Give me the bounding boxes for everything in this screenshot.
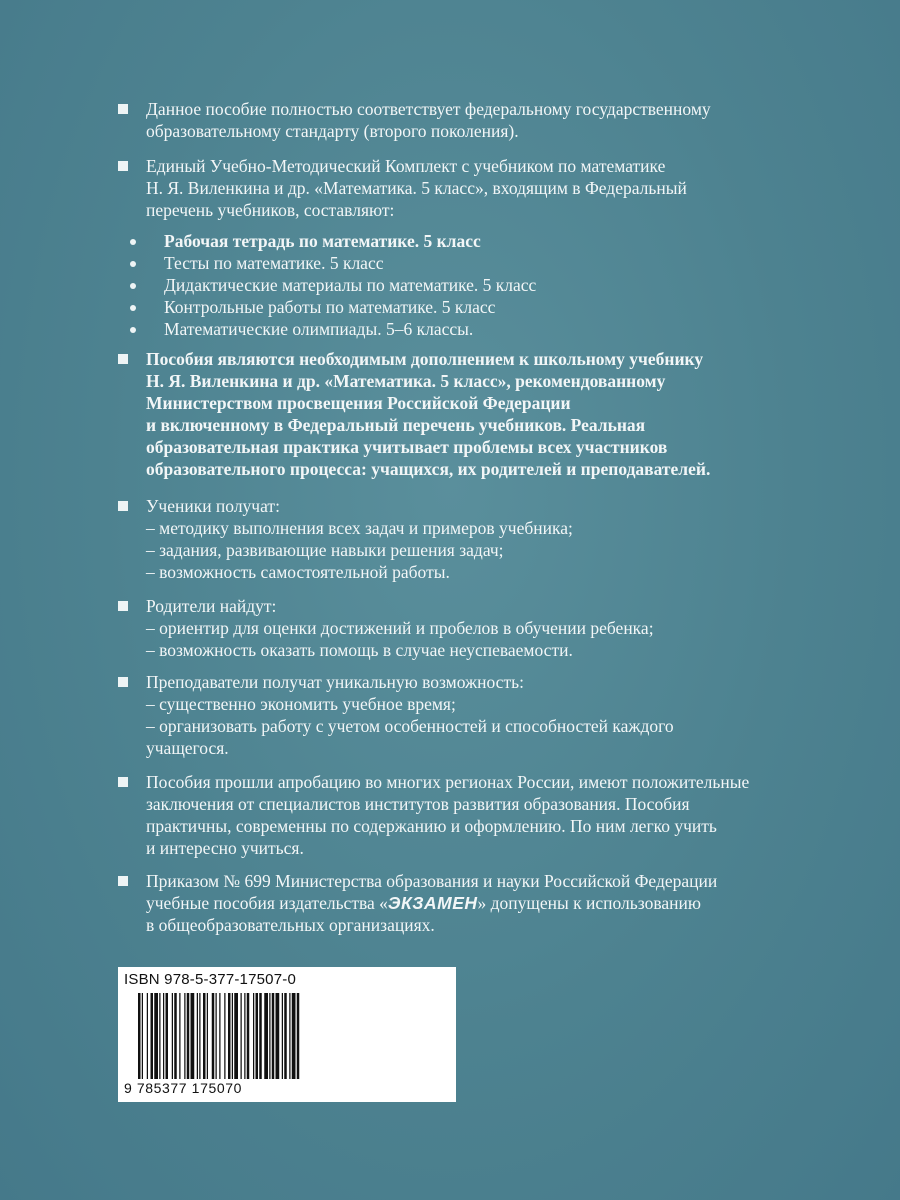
text-line: и включенному в Федеральный перечень учебников. Реальная <box>146 415 646 435</box>
square-bullet-icon <box>118 677 128 687</box>
barcode-stripe <box>259 993 262 1079</box>
text-line: – возможность самостоятельной работы. <box>146 562 450 582</box>
list-item: Дидактические материалы по математике. 5 класс <box>120 274 820 296</box>
barcode-stripe <box>172 993 173 1079</box>
barcode-digits: 9 785377 175070 <box>124 1080 242 1096</box>
barcode-stripe <box>292 993 296 1079</box>
barcode-stripe <box>179 993 180 1079</box>
text-line: Единый Учебно-Методический Комплект с учебником по математике <box>146 156 666 176</box>
text-line: Министерством просвещения Российской Федерации <box>146 393 571 413</box>
barcode-stripe <box>197 993 198 1079</box>
text-line: и интересно учиться. <box>146 838 304 858</box>
barcode-stripe <box>289 993 290 1079</box>
barcode-stripe <box>159 993 160 1079</box>
barcode-stripe <box>219 993 220 1079</box>
text-line: – методику выполнения всех задач и примеров учебника; <box>146 518 573 538</box>
barcode-stripe <box>224 993 225 1079</box>
square-bullet-icon <box>118 161 128 171</box>
text-line: учащегося. <box>146 738 229 758</box>
text-line: – ориентир для оценки достижений и пробелов в обучении ребенка; <box>146 618 654 638</box>
barcode-stripe <box>247 993 250 1079</box>
text-line: в общеобразовательных организациях. <box>146 915 435 935</box>
text-line: Пособия прошли апробацию во многих регионах России, имеют положительные <box>146 772 750 792</box>
barcode-stripe <box>264 993 268 1079</box>
publisher-brand: ЭКЗАМЕН <box>387 893 478 913</box>
square-bullet-icon <box>118 601 128 611</box>
barcode-stripe <box>174 993 177 1079</box>
text-line: Пособия являются необходимым дополнением к школьному учебнику <box>146 349 704 369</box>
text-line: – существенно экономить учебное время; <box>146 694 456 714</box>
barcode-stripe <box>256 993 259 1079</box>
barcode-stripe <box>228 993 231 1079</box>
isbn-label: ISBN 978-5-377-17507-0 <box>124 971 297 988</box>
text-line: Родители найдут: <box>146 596 277 616</box>
list-item: Рабочая тетрадь по математике. 5 класс <box>120 230 820 252</box>
square-bullet-icon <box>118 104 128 114</box>
text-line: – организовать работу с учетом особенностей и способностей каждого <box>146 716 674 736</box>
barcode-stripe <box>276 993 280 1079</box>
barcode-stripe <box>272 993 275 1079</box>
square-bullet-icon <box>118 777 128 787</box>
section-standard <box>118 98 818 142</box>
text-line: образовательному стандарту (второго поколения). <box>146 121 519 141</box>
barcode-stripe <box>269 993 270 1079</box>
square-bullet-icon <box>118 876 128 886</box>
barcode-stripe <box>142 993 143 1079</box>
text-line: Приказом № 699 Министерства образования и науки Российской Федерации <box>146 871 718 891</box>
square-bullet-icon <box>118 501 128 511</box>
barcode-stripe <box>187 993 190 1079</box>
section-kit <box>118 155 818 221</box>
square-bullet-icon <box>118 354 128 364</box>
barcode-stripe <box>191 993 195 1079</box>
list-item: Контрольные работы по математике. 5 класс <box>120 296 820 318</box>
barcode-stripe <box>147 993 148 1079</box>
barcode-bars <box>138 993 438 1079</box>
barcode-stripe <box>138 993 141 1079</box>
barcode-stripe <box>297 993 300 1079</box>
barcode-stripe <box>244 993 245 1079</box>
barcode-stripe <box>232 993 233 1079</box>
barcode-stripe <box>154 993 158 1079</box>
barcode-stripe <box>284 993 287 1079</box>
barcode-stripe <box>207 993 208 1079</box>
section-approbation <box>118 771 818 859</box>
section-parents <box>118 595 818 661</box>
barcode-stripe <box>216 993 217 1079</box>
list-item: Тесты по математике. 5 класс <box>120 252 820 274</box>
text-line: – задания, развивающие навыки решения задач; <box>146 540 504 560</box>
barcode-stripe <box>282 993 283 1079</box>
text-line <box>146 892 818 914</box>
text-line: Данное пособие полностью соответствует федеральному государственному <box>146 99 711 119</box>
text-line: Н. Я. Виленкина и др. «Математика. 5 класс», входящим в Федеральный <box>146 178 687 198</box>
barcode-stripe <box>212 993 215 1079</box>
barcode-stripe <box>166 993 169 1079</box>
barcode-stripe <box>253 993 254 1079</box>
barcode-stripe <box>234 993 238 1079</box>
text-fragment: учебные пособия издательства « <box>146 893 388 913</box>
text-line: Н. Я. Виленкина и др. «Математика. 5 класс», рекомендованному <box>146 371 666 391</box>
barcode-stripe <box>184 993 185 1079</box>
text-line: Ученики получат: <box>146 496 280 516</box>
barcode-stripe <box>199 993 200 1079</box>
section-teachers <box>118 671 818 759</box>
text-line: образовательная практика учитывает проблемы всех участников <box>146 437 668 457</box>
text-line: практичны, современны по содержанию и оформлению. По ним легко учить <box>146 816 717 836</box>
barcode-stripe <box>241 993 242 1079</box>
text-fragment: » допущены к использованию <box>477 893 701 913</box>
section-order <box>118 870 818 936</box>
section-supplement <box>118 348 818 480</box>
list-item: Математические олимпиады. 5–6 классы. <box>120 318 820 340</box>
section-students <box>118 495 818 583</box>
barcode-stripe <box>163 993 164 1079</box>
text-line: образовательного процесса: учащихся, их родителей и преподавателей. <box>146 459 711 479</box>
text-line: Преподаватели получат уникальную возможность: <box>146 672 524 692</box>
kit-list <box>120 230 820 340</box>
text-line: перечень учебников, составляют: <box>146 200 395 220</box>
text-line: – возможность оказать помощь в случае неуспеваемости. <box>146 640 573 660</box>
barcode-stripe <box>151 993 154 1079</box>
barcode-stripe <box>203 993 206 1079</box>
text-line: заключения от специалистов институтов развития образования. Пособия <box>146 794 690 814</box>
barcode-box <box>118 967 456 1102</box>
